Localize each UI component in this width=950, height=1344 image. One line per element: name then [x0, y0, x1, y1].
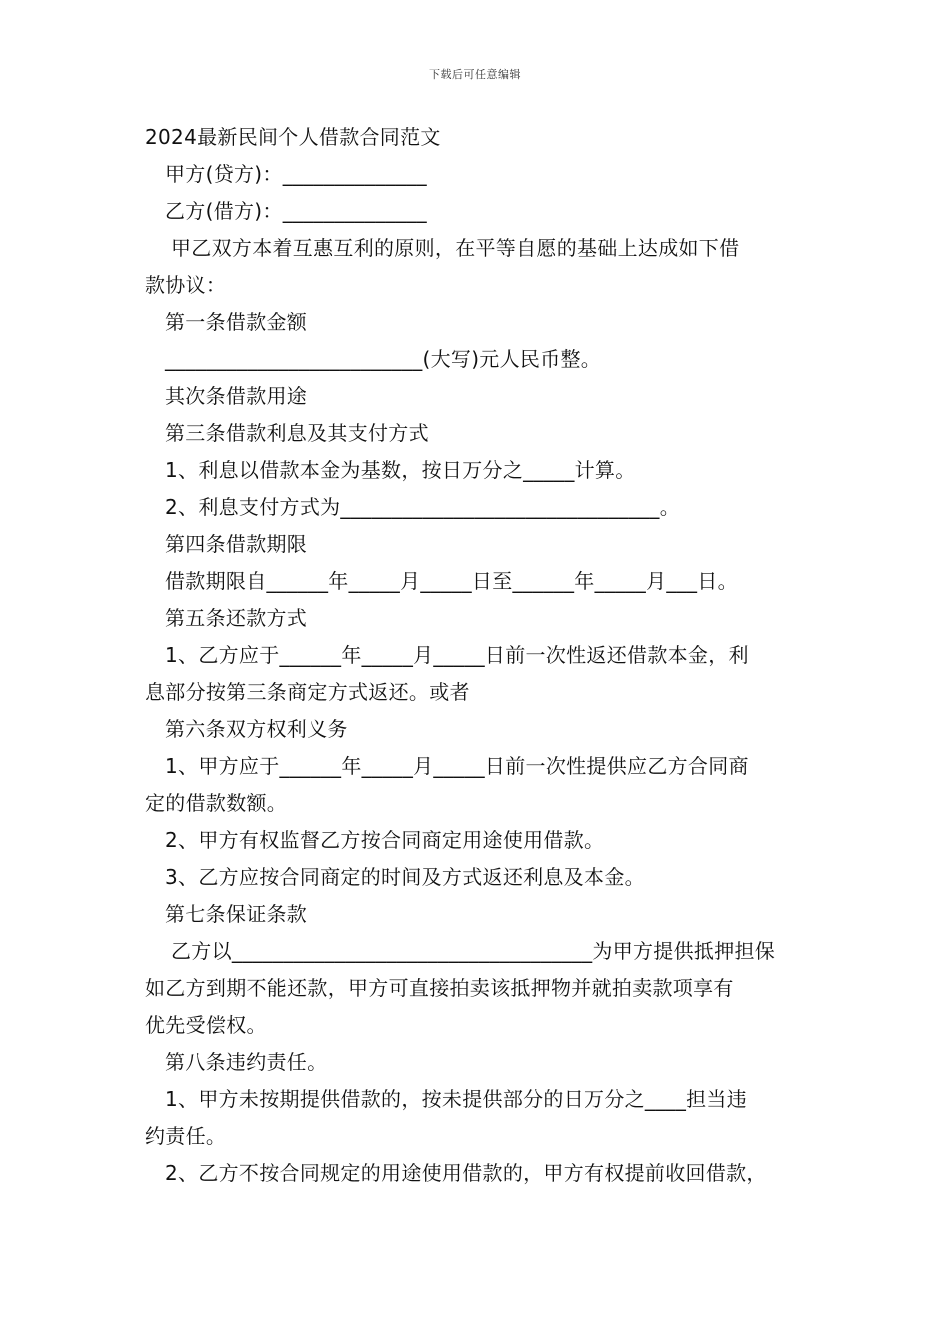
article-7-line-1: 乙方以___________________________________为甲方提供抵押担保 [171, 939, 776, 963]
page-header: 下载后可任意编辑 [429, 68, 521, 81]
article-1-heading: 第一条借款金额 [165, 310, 308, 334]
article-5-item-1-cont: 息部分按第三条商定方式返还。或者 [145, 680, 470, 704]
article-6-item-2: 2、甲方有权监督乙方按合同商定用途使用借款。 [165, 828, 605, 852]
article-8-heading: 第八条违约责任。 [165, 1050, 328, 1074]
article-6-item-1-cont: 定的借款数额。 [145, 791, 288, 815]
article-4-heading: 第四条借款期限 [165, 532, 308, 556]
document-title: 2024最新民间个人借款合同范文 [145, 125, 441, 149]
article-6-item-3: 3、乙方应按合同商定的时间及方式返还利息及本金。 [165, 865, 645, 889]
article-5-item-1: 1、乙方应于______年_____月_____日前一次性返还借款本金，利 [165, 643, 749, 667]
article-1-amount: _________________________(大写)元人民币整。 [165, 347, 602, 371]
article-3-item-1: 1、利息以借款本金为基数，按日万分之_____计算。 [165, 458, 636, 482]
party-b-line: 乙方(借方)：______________ [165, 199, 427, 223]
article-3-item-2: 2、利息支付方式为_______________________________。 [165, 495, 681, 519]
party-a-line: 甲方(贷方)：______________ [165, 162, 427, 186]
article-6-heading: 第六条双方权利义务 [165, 717, 348, 741]
document-body [145, 119, 825, 1192]
article-2-heading: 其次条借款用途 [165, 384, 308, 408]
article-7-line-2: 如乙方到期不能还款，甲方可直接拍卖该抵押物并就拍卖款项享有 [145, 976, 734, 1000]
preamble-line-2: 款协议： [145, 273, 227, 297]
article-3-heading: 第三条借款利息及其支付方式 [165, 421, 429, 445]
article-6-item-1: 1、甲方应于______年_____月_____日前一次性提供应乙方合同商 [165, 754, 749, 778]
article-7-heading: 第七条保证条款 [165, 902, 308, 926]
article-5-heading: 第五条还款方式 [165, 606, 308, 630]
article-8-item-1-cont: 约责任。 [145, 1124, 227, 1148]
article-4-term: 借款期限自______年_____月_____日至______年_____月___日。 [165, 569, 738, 593]
article-8-item-1: 1、甲方未按期提供借款的，按未提供部分的日万分之____担当违 [165, 1087, 748, 1111]
preamble-line-1: 甲乙双方本着互惠互利的原则，在平等自愿的基础上达成如下借 [171, 236, 740, 260]
article-7-line-3: 优先受偿权。 [145, 1013, 267, 1037]
article-8-item-2: 2、乙方不按合同规定的用途使用借款的，甲方有权提前收回借款， [165, 1161, 767, 1185]
